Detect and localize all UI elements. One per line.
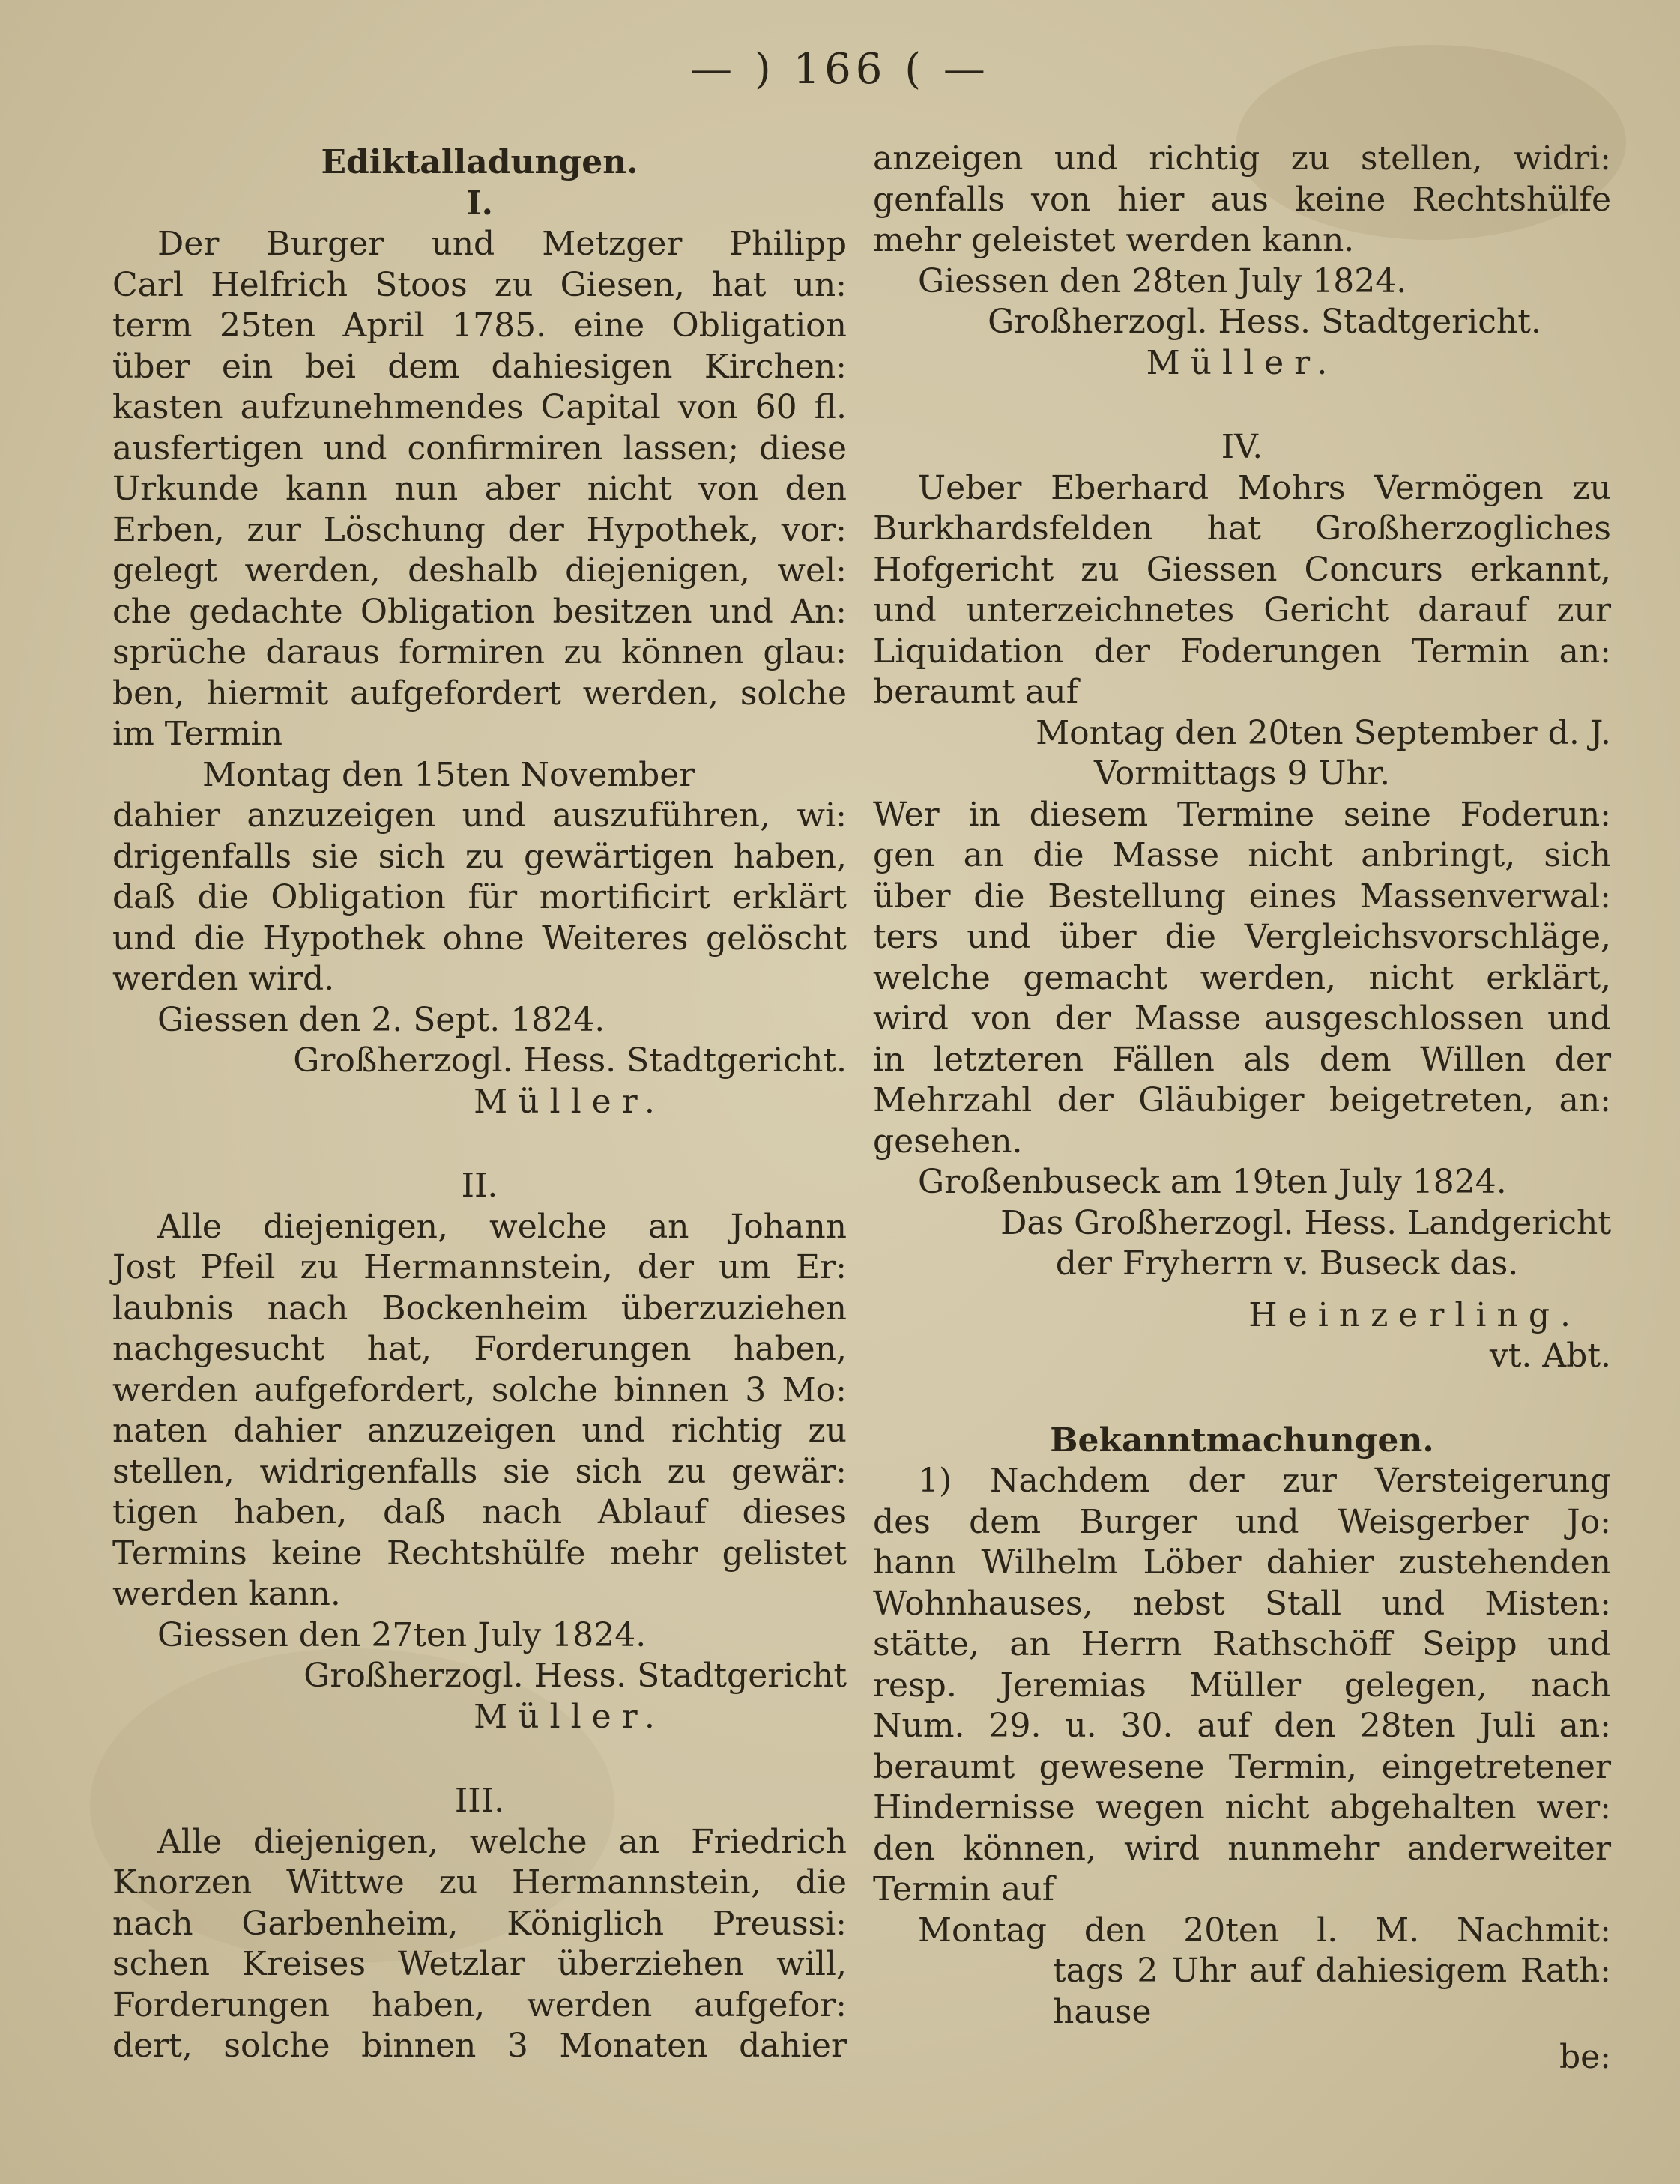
text-line: schen Kreises Wetzlar überziehen will, <box>112 1945 847 1983</box>
text-line: den können, wird nunmehr anderweiter <box>873 1829 1611 1868</box>
text-line: stellen, widrigenfalls sie sich zu gewär: <box>112 1452 847 1491</box>
text-line: werden wird. <box>112 960 335 998</box>
court-name: der Fryherrn v. Buseck das. <box>1055 1244 1519 1283</box>
place-date: Giessen den 2. Sept. 1824. <box>157 1000 605 1039</box>
text-line: gelegt werden, deshalb diejenigen, wel: <box>112 551 847 590</box>
place-date: Giessen den 27ten July 1824. <box>157 1615 647 1654</box>
text-line: über die Bestellung eines Massenverwal: <box>873 877 1611 916</box>
right-column <box>873 139 1611 2078</box>
place-date: Großenbuseck am 19ten July 1824. <box>918 1163 1507 1201</box>
text-line: tigen haben, daß nach Ablauf dieses <box>112 1493 847 1531</box>
text-line: Wer in diesem Termine seine Foderun: <box>873 795 1611 834</box>
court-name: Das Großherzogl. Hess. Landgericht <box>1000 1203 1611 1242</box>
text-line: Jost Pfeil zu Hermannstein, der um Er: <box>112 1248 847 1286</box>
text-line: kasten aufzunehmendes Capital von 60 fl. <box>112 388 847 426</box>
text-line: Alle diejenigen, welche an Johann <box>157 1207 847 1246</box>
text-line: naten dahier anzuzeigen und richtig zu <box>112 1412 847 1450</box>
text-line: Burkhardsfelden hat Großherzogliches <box>873 509 1611 548</box>
signature: Heinzerling. <box>1248 1295 1581 1334</box>
page-number: — ) 166 ( — <box>690 45 990 94</box>
text-line: Ueber Eberhard Mohrs Vermögen zu <box>918 468 1611 507</box>
text-line: welche gemacht werden, nicht erklärt, <box>873 958 1611 997</box>
signature: Müller. <box>474 1082 665 1121</box>
text-line: laubnis nach Bockenheim überzuziehen <box>112 1289 847 1328</box>
text-line: ausfertigen und confirmiren lassen; diese <box>112 429 847 468</box>
section-heading-3: III. <box>454 1782 505 1820</box>
text-line: ters und über die Vergleichsvorschläge, <box>873 918 1611 956</box>
text-line: in letzteren Fällen als dem Willen der <box>873 1040 1611 1079</box>
text-line: resp. Jeremias Müller gelegen, nach <box>873 1666 1611 1704</box>
court-name: Großherzogl. Hess. Stadtgericht. <box>988 303 1541 341</box>
text-line: gen an die Masse nicht anbringt, sich <box>873 836 1611 874</box>
text-line: und unterzeichnetes Gericht darauf zur <box>873 591 1611 629</box>
text-line: drigenfalls sie sich zu gewärtigen haben, <box>112 837 847 876</box>
court-name: Großherzogl. Hess. Stadtgericht <box>303 1657 847 1695</box>
text-line: Forderungen haben, werden aufgefor: <box>112 1985 847 2024</box>
text-line: stätte, an Herrn Rathschöff Seipp und <box>873 1625 1611 1663</box>
date-line: Montag den 15ten November <box>202 755 695 794</box>
text-line: werden aufgefordert, solche binnen 3 Mo: <box>112 1370 847 1409</box>
text-line: beraumt gewesene Termin, eingetretener <box>873 1747 1611 1786</box>
signature: Müller. <box>474 1697 665 1736</box>
section-heading-1: I. <box>466 184 493 223</box>
text-line: nachgesucht hat, Forderungen haben, <box>112 1330 847 1368</box>
text-line: Der Burger und Metzger Philipp <box>157 225 847 263</box>
text-line: Liquidation der Foderungen Termin an: <box>873 632 1611 671</box>
text-line: Knorzen Wittwe zu Hermannstein, die <box>112 1863 847 1902</box>
signature: Müller. <box>1146 343 1338 382</box>
text-line: nach Garbenheim, Königlich Preussi: <box>112 1904 847 1943</box>
text-line: des dem Burger und Weisgerber Jo: <box>873 1502 1611 1541</box>
date-line: tags 2 Uhr auf dahiesigem Rath: <box>1053 1952 1611 1990</box>
text-line: Hindernisse wegen nicht abgehalten wer: <box>873 1788 1611 1827</box>
text-line: hann Wilhelm Löber dahier zustehenden <box>873 1543 1611 1582</box>
catchword: be: <box>1559 2038 1611 2076</box>
text-line: dahier anzuzeigen und auszuführen, wi: <box>112 796 847 835</box>
place-date: Giessen den 28ten July 1824. <box>918 261 1407 300</box>
court-name: Großherzogl. Hess. Stadtgericht. <box>293 1041 847 1080</box>
section-heading-2: II. <box>461 1167 498 1205</box>
text-line: Carl Helfrich Stoos zu Giesen, hat un: <box>112 265 847 304</box>
text-line: Erben, zur Löschung der Hypothek, vor: <box>112 510 847 549</box>
text-line: über ein bei dem dahiesigen Kirchen: <box>112 347 847 386</box>
text-line: term 25ten April 1785. eine Obligation <box>112 306 847 345</box>
text-line: beraumt auf <box>873 673 1079 711</box>
text-line: Termin auf <box>873 1870 1054 1908</box>
text-line: und die Hypothek ohne Weiteres gelöscht <box>112 919 847 958</box>
text-line: werden kann. <box>112 1575 341 1613</box>
text-line: ben, hiermit aufgefordert werden, solche <box>112 674 847 713</box>
text-line: mehr geleistet werden kann. <box>873 221 1355 259</box>
text-line: wird von der Masse ausgeschlossen und <box>873 999 1611 1038</box>
text-line: genfalls von hier aus keine Rechtshülfe <box>873 180 1611 219</box>
text-line: Mehrzahl der Gläubiger beigetreten, an: <box>873 1081 1611 1119</box>
time-line: Vormittags 9 Uhr. <box>1094 754 1390 793</box>
date-line: Montag den 20ten September d. J. <box>1036 713 1611 752</box>
text-line: dert, solche binnen 3 Monaten dahier <box>112 2027 847 2065</box>
date-line: hause <box>1053 1992 1152 2031</box>
text-line: Num. 29. u. 30. auf den 28ten Juli an: <box>873 1707 1611 1745</box>
text-line: Wohnhauses, nebst Stall und Misten: <box>873 1584 1611 1623</box>
section-title-ediktalladungen: Ediktalladungen. <box>321 143 638 181</box>
text-line: anzeigen und richtig zu stellen, widri: <box>873 139 1611 178</box>
text-line: che gedachte Obligation besitzen und An: <box>112 592 847 631</box>
section-title-bekanntmachungen: Bekanntmachungen. <box>1050 1421 1434 1459</box>
text-line: 1) Nachdem der zur Versteigerung <box>918 1462 1611 1500</box>
text-line: daß die Obligation für mortificirt erklärt <box>112 878 847 916</box>
text-line: Alle diejenigen, welche an Friedrich <box>157 1822 847 1861</box>
signature-note: vt. Abt. <box>1489 1337 1611 1375</box>
text-line: Hofgericht zu Giessen Concurs erkannt, <box>873 550 1611 589</box>
text-line: Termins keine Rechtshülfe mehr gelistet <box>112 1534 847 1573</box>
section-heading-4: IV. <box>1221 428 1263 466</box>
text-line: gesehen. <box>873 1122 1023 1161</box>
text-line: sprüche daraus formiren zu können glau: <box>112 633 847 671</box>
text-line: Urkunde kann nun aber nicht von den <box>112 470 847 508</box>
date-line: Montag den 20ten l. M. Nachmit: <box>918 1911 1611 1949</box>
text-line: im Termin <box>112 715 282 753</box>
left-column <box>112 142 847 2067</box>
